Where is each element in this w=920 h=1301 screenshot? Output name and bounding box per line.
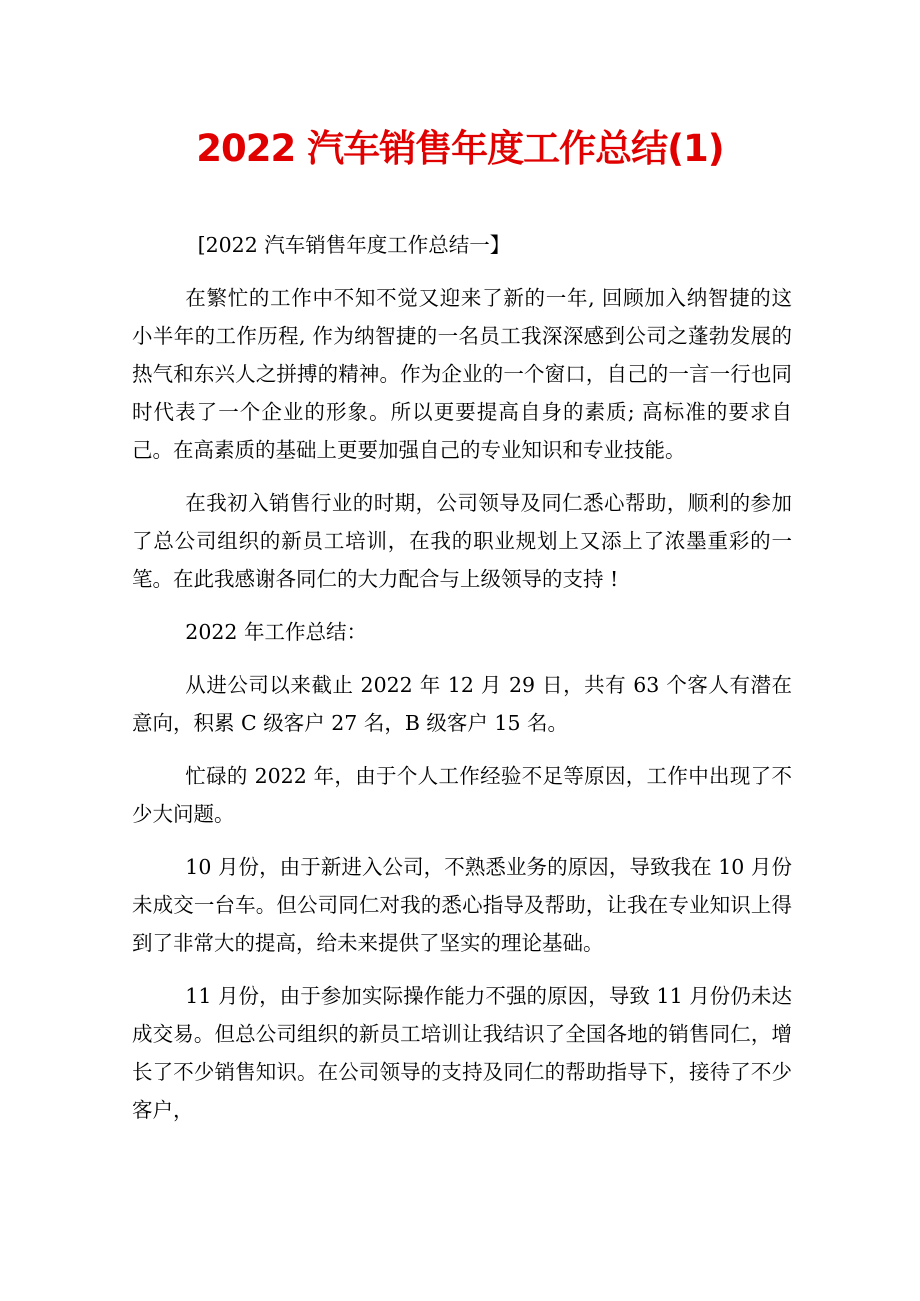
paragraph-intro: 在繁忙的工作中不知不觉又迎来了新的一年, 回顾加入纳智捷的这小半年的工作历程, 作为纳智捷的一名员工我深深感到公司之蓬勃发展的热气和东兴人之拼搏的精神。作为企业的一个窗口，自己的一言一行也同时代表了一个企业的形象。所以更要提高自身的素质; 高标准的要求自己。在高素质的基础上更要加强自己的专业知识和专业技能。 [132,286,792,462]
paragraph-october: 10 月份，由于新进入公司，不熟悉业务的原因，导致我在 10 月份未成交一台车。但公司同仁对我的悉心指导及帮助，让我在专业知识上得到了非常大的提高，给未来提供了坚实的理论基础。 [132,855,792,955]
paragraph-november: 11 月份，由于参加实际操作能力不强的原因，导致 11 月份仍未达成交易。但总公司组织的新员工培训让我结识了全国各地的销售同仁，增长了不少销售知识。在公司领导的支持及同仁的帮助指导下，接待了不少客户， [132,984,792,1122]
paragraph-summary-heading: 2022 年工作总结： [185,620,367,644]
document-title: 2022 汽车销售年度工作总结(1) [196,127,724,170]
paragraph-customers: 从进公司以来截止 2022 年 12 月 29 日，共有 63 个客人有潜在意向，积累 C 级客户 27 名，B 级客户 15 名。 [132,673,792,735]
paragraph-problems: 忙碌的 2022 年，由于个人工作经验不足等原因，工作中出现了不少大问题。 [132,764,792,826]
section-heading: [2022 汽车销售年度工作总结一】 [197,233,511,257]
document-body [132,226,792,1144]
paragraph-thanks: 在我初入销售行业的时期，公司领导及同仁悉心帮助，顺利的参加了总公司组织的新员工培训，在我的职业规划上又添上了浓墨重彩的一笔。在此我感谢各同仁的大力配合与上级领导的支持 ! [132,491,792,591]
